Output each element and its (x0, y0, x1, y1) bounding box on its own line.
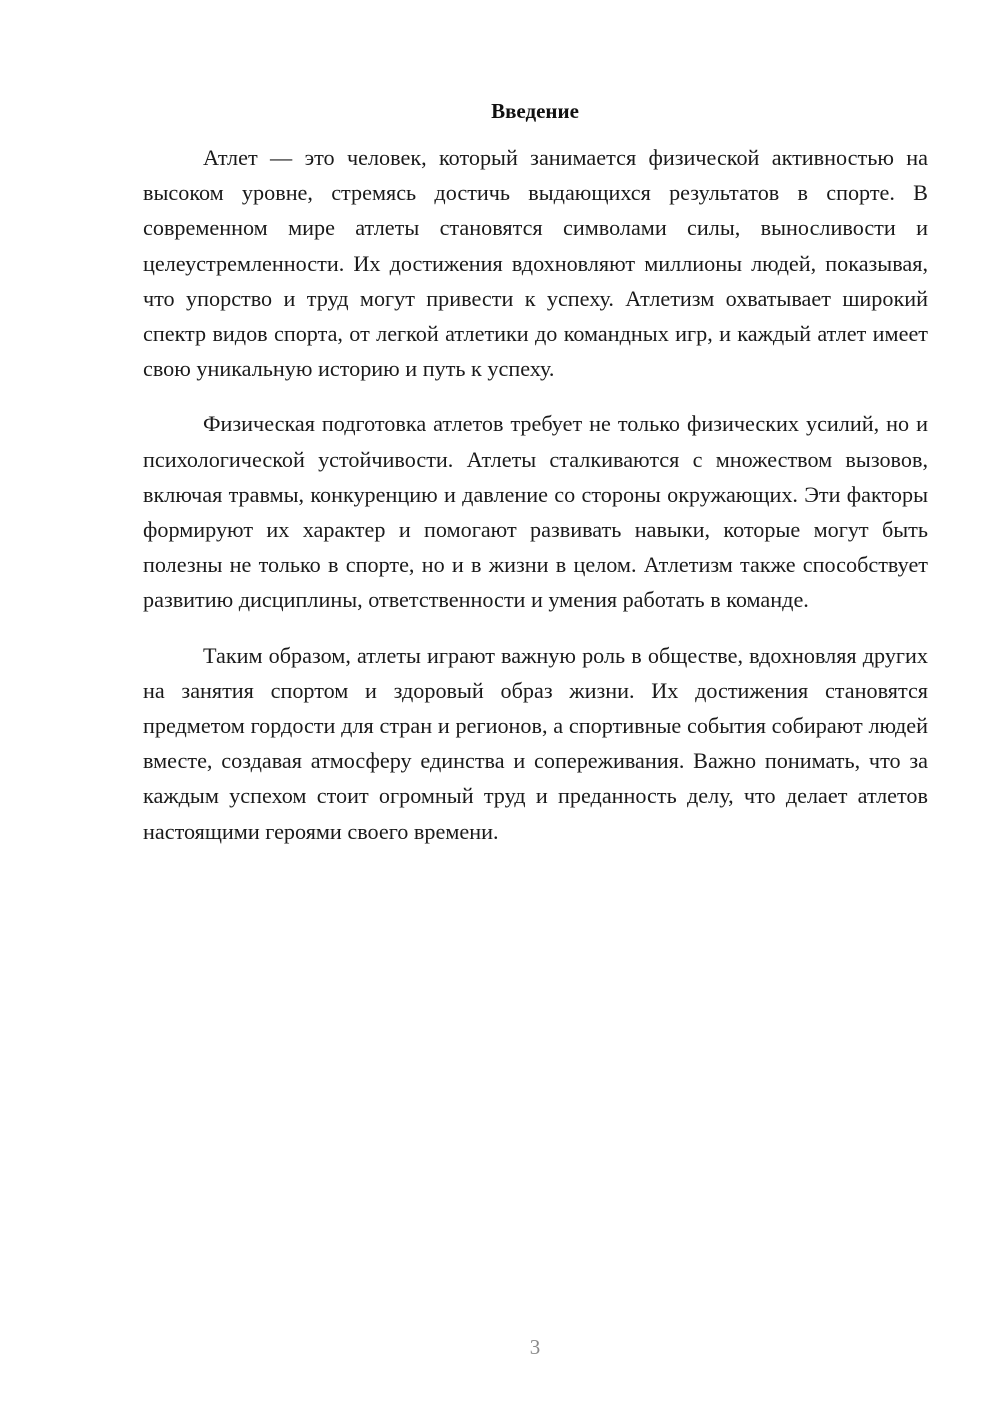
paragraph: Физическая подготовка атлетов требует не только физических усилий, но и психологической устойчивости. Атлеты сталкиваются с множеством вызовов, включая травмы, конкуренцию и давление со стороны окружающих. Эти факторы формируют их характер и помогают развивать навыки, которые могут быть полезны не только в спорте, но и в жизни в целом. Атлетизм также способствует развитию дисциплины, ответственности и умения работать в команде. (143, 411, 928, 613)
section-heading: Введение (491, 99, 579, 123)
paragraph: Атлет — это человек, который занимается физической активностью на высоком уровне, стремясь достичь выдающихся результатов в спорте. В современном мире атлеты становятся символами силы, выносливости и целеустремленности. Их достижения вдохновляют миллионы людей, показывая, что упорство и труд могут привести к успеху. Атлетизм охватывает широкий спектр видов спорта, от легкой атлетики до командных игр, и каждый атлет имеет свою уникальную историю и путь к успеху. (143, 145, 928, 382)
paragraph: Таким образом, атлеты играют важную роль в обществе, вдохновляя других на занятия спортом и здоровый образ жизни. Их достижения становятся предметом гордости для стран и регионов, а спортивные события собирают людей вместе, создавая атмосферу единства и сопереживания. Важно понимать, что за каждым успехом стоит огромный труд и преданность делу, что делает атлетов настоящими героями своего времени. (143, 642, 928, 844)
page-number: 3 (529, 1335, 541, 1359)
body-text (143, 140, 928, 849)
